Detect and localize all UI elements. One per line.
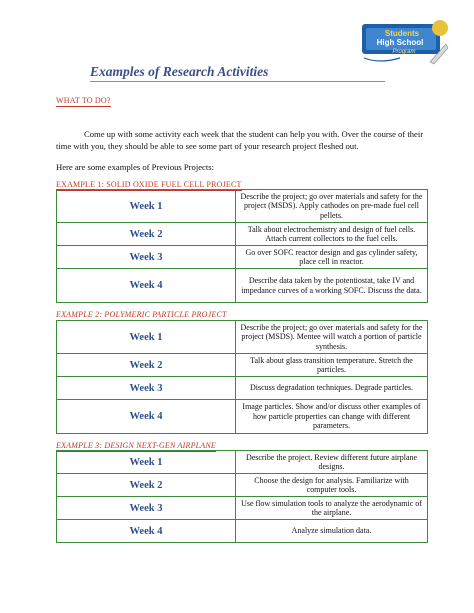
table-row xyxy=(57,400,428,434)
example-1-heading: EXAMPLE 1: SOLID OXIDE FUEL CELL PROJECT xyxy=(56,180,242,189)
logo-line-3: Program xyxy=(392,49,416,55)
table-row xyxy=(57,223,428,246)
example-2-table xyxy=(56,320,428,434)
week-activity: Image particles. Show and/or discuss other examples of how particle properties can change with different parameters. xyxy=(236,400,428,434)
table-row xyxy=(57,377,428,400)
table-row xyxy=(57,246,428,269)
week-label: Week 3 xyxy=(57,377,236,400)
week-activity: Choose the design for analysis. Familiarize with computer tools. xyxy=(236,474,428,497)
what-to-do-heading: WHAT TO DO? xyxy=(56,96,111,105)
logo-line-2: High School xyxy=(376,38,424,47)
example-1-table xyxy=(56,189,428,303)
week-activity: Talk about glass transition temperature. Stretch the particles. xyxy=(236,354,428,377)
examples-lead-text: Here are some examples of Previous Projects: xyxy=(56,162,214,172)
example-2-heading: EXAMPLE 2: POLYMERIC PARTICLE PROJECT xyxy=(56,310,227,319)
table-row xyxy=(57,321,428,354)
week-label: Week 1 xyxy=(57,190,236,223)
week-activity: Talk about electrochemistry and design of fuel cells. Attach current collectors to the fuel cells. xyxy=(236,223,428,246)
title-divider xyxy=(90,81,385,82)
intro-paragraph: Come up with some activity each week that the student can help you with. Over the course of their time with you, they should be able to see some part of your research project fleshed out. xyxy=(56,129,424,151)
week-activity: Describe the project; go over materials and safety for the project (MSDS). Apply cathodes on pre-made fuel cell pellets. xyxy=(236,190,428,223)
week-label: Week 2 xyxy=(57,474,236,497)
document-title: Examples of Research Activities xyxy=(90,64,269,79)
week-activity: Describe the project. Review different future airplane designs. xyxy=(236,451,428,474)
school-logo-icon xyxy=(360,14,450,72)
table-row xyxy=(57,451,428,474)
week-label: Week 3 xyxy=(57,497,236,520)
example-3-heading: EXAMPLE 3: DESIGN NEXT-GEN AIRPLANE xyxy=(56,441,217,450)
table-row xyxy=(57,354,428,377)
week-label: Week 2 xyxy=(57,354,236,377)
week-label: Week 3 xyxy=(57,246,236,269)
week-activity: Use flow simulation tools to analyze the aerodynamic of the airplane. xyxy=(236,497,428,520)
table-row xyxy=(57,497,428,520)
week-activity: Describe the project; go over materials and safety for the project (MSDS). Mentee will watch a portion of particle synthesis. xyxy=(236,321,428,354)
week-activity: Analyze simulation data. xyxy=(236,520,428,543)
table-row xyxy=(57,190,428,223)
week-label: Week 4 xyxy=(57,520,236,543)
table-row xyxy=(57,474,428,497)
week-label: Week 4 xyxy=(57,269,236,303)
table-row xyxy=(57,269,428,303)
week-activity: Discuss degradation techniques. Degrade particles. xyxy=(236,377,428,400)
week-label: Week 4 xyxy=(57,400,236,434)
week-label: Week 1 xyxy=(57,321,236,354)
week-label: Week 1 xyxy=(57,451,236,474)
table-row xyxy=(57,520,428,543)
example-3-table xyxy=(56,450,428,543)
week-activity: Go over SOFC reactor design and gas cylinder safety, place cell in reactor. xyxy=(236,246,428,269)
week-label: Week 2 xyxy=(57,223,236,246)
logo-line-1: Students xyxy=(384,29,420,38)
week-activity: Describe data taken by the potentiostat, take IV and impedance curves of a working SOFC. Discuss the data. xyxy=(236,269,428,303)
